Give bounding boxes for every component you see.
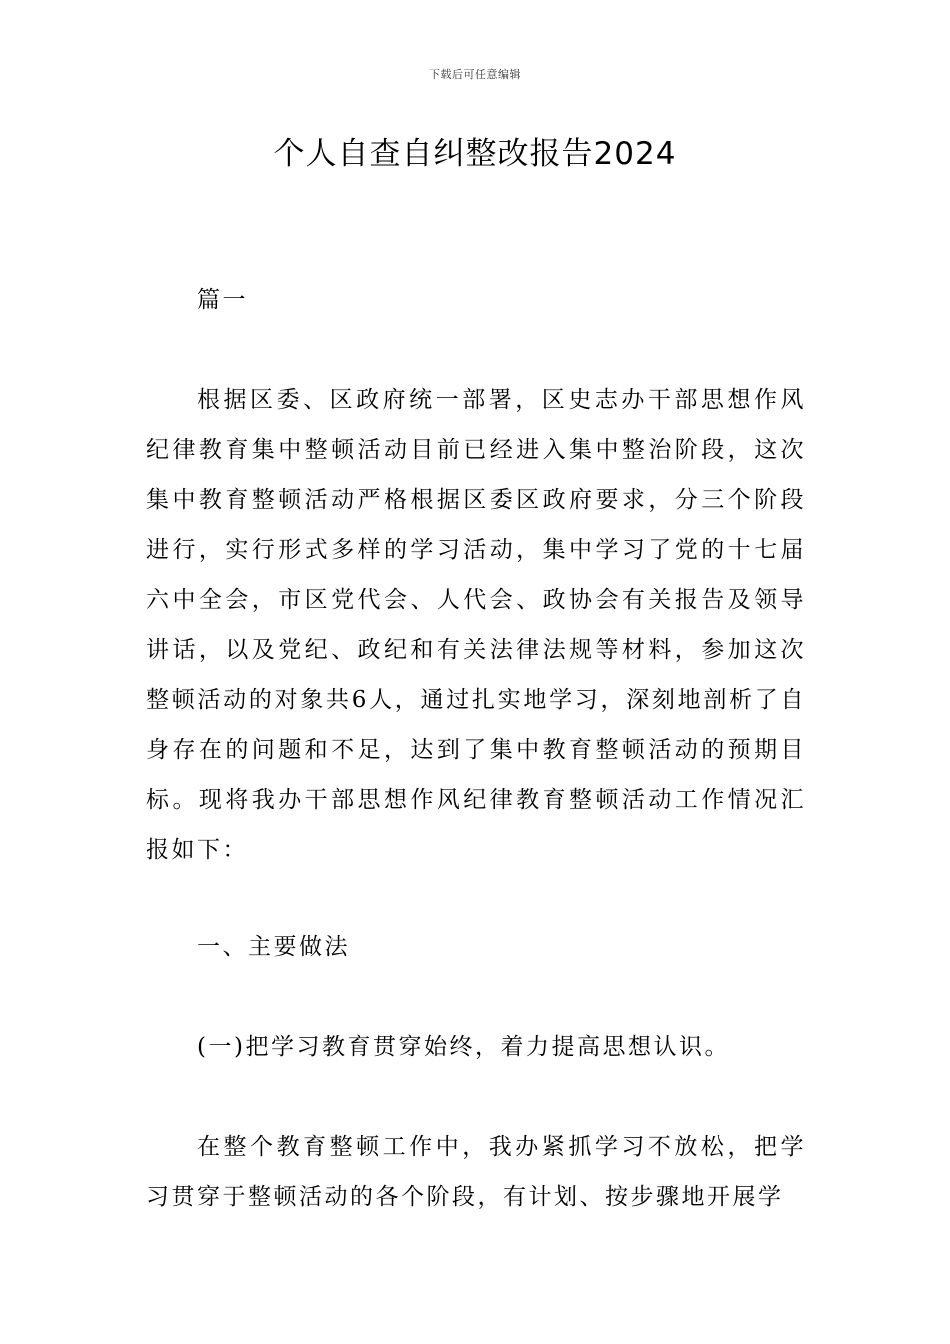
document-title: 个人自查自纠整改报告2024: [273, 136, 677, 172]
header-note: 下载后可任意编辑: [429, 68, 521, 81]
body-paragraph-text: 在整个教育整顿工作中，我办紧抓学习不放松，把学习贯穿于整顿活动的各个阶段，有计划、按步骤地开展学: [146, 1134, 806, 1210]
section-label: [146, 275, 806, 325]
section-heading-text: 一、主要做法: [197, 934, 350, 960]
body-paragraph: [146, 1122, 806, 1222]
section-label-text: 篇一: [197, 287, 248, 313]
intro-paragraph-text: 根据区委、区政府统一部署，区史志办干部思想作风纪律教育集中整顿活动目前已经进入集中整治阶段，这次集中教育整顿活动严格根据区委区政府要求，分三个阶段进行，实行形式多样的学习活动，集中学习了党的十七届六中全会，市区党代会、人代会、政协会有关报告及领导讲话，以及党纪、政纪和有关法律法规等材料，参加这次整顿活动的对象共6人，通过扎实地学习，深刻地剖析了自身存在的问题和不足，达到了集中教育整顿活动的预期目标。现将我办干部思想作风纪律教育整顿活动工作情况汇报如下：: [146, 387, 806, 863]
section-heading: [146, 922, 806, 972]
subsection-heading: [146, 1022, 806, 1072]
intro-paragraph: [146, 375, 806, 875]
subsection-heading-text: (一)把学习教育贯穿始终，着力提高思想认识。: [197, 1034, 730, 1060]
